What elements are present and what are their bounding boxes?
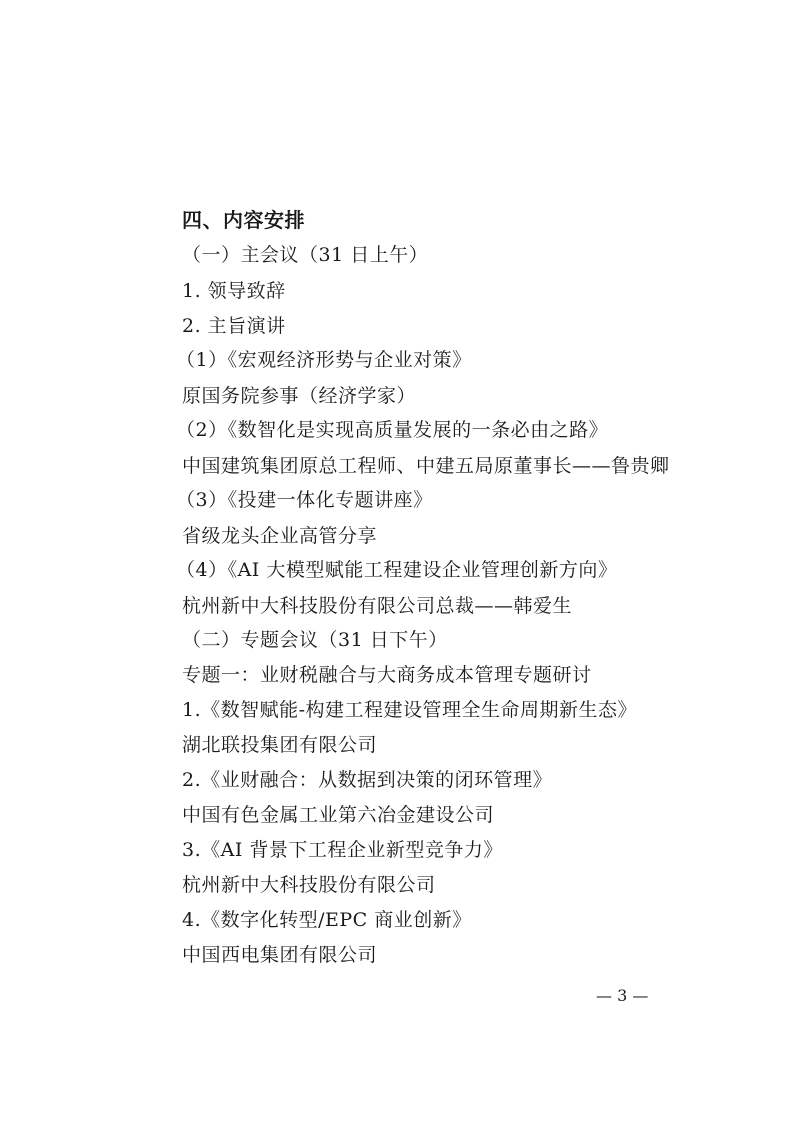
page-number: — 3 — (596, 986, 649, 1005)
speech-3-speaker: 省级龙头企业高管分享 (182, 525, 378, 547)
part-main-heading: （一）主会议（31 日上午） (182, 244, 429, 266)
topic-item-2-org: 中国有色金属工业第六冶金建设公司 (182, 804, 495, 826)
topic-item-2-title: 2.《业财融合：从数据到决策的闭环管理》 (182, 769, 553, 791)
section-heading: 四、内容安排 (182, 208, 305, 232)
topic-item-4-title: 4.《数字化转型/EPC 商业创新》 (182, 909, 472, 931)
speech-2-title: （2）《数智化是实现高质量发展的一条必由之路》 (176, 419, 609, 441)
speech-4-title: （4）《AI 大模型赋能工程建设企业管理创新方向》 (176, 559, 618, 581)
topic-item-4-org: 中国西电集团有限公司 (182, 944, 378, 966)
speech-2-speaker: 中国建筑集团原总工程师、中建五局原董事长——鲁贵卿 (182, 455, 670, 477)
topic-item-1-title: 1.《数智赋能-构建工程建设管理全生命周期新生态》 (182, 699, 638, 721)
speech-1-speaker: 原国务院参事（经济学家） (182, 385, 417, 407)
speech-4-speaker: 杭州新中大科技股份有限公司总裁——韩爱生 (182, 595, 573, 617)
agenda-item-2: 2. 主旨演讲 (182, 315, 286, 337)
topic-item-3-org: 杭州新中大科技股份有限公司 (182, 874, 436, 896)
topic-item-1-org: 湖北联投集团有限公司 (182, 734, 378, 756)
topic-item-3-title: 3.《AI 背景下工程企业新型竞争力》 (182, 839, 503, 861)
speech-3-title: （3）《投建一体化专题讲座》 (176, 489, 433, 511)
speech-1-title: （1）《宏观经济形势与企业对策》 (176, 349, 472, 371)
part-topic-heading: （二）专题会议（31 日下午） (182, 629, 448, 651)
topic-1-heading: 专题一：业财税融合与大商务成本管理专题研讨 (182, 664, 592, 686)
agenda-item-1: 1. 领导致辞 (182, 280, 286, 302)
